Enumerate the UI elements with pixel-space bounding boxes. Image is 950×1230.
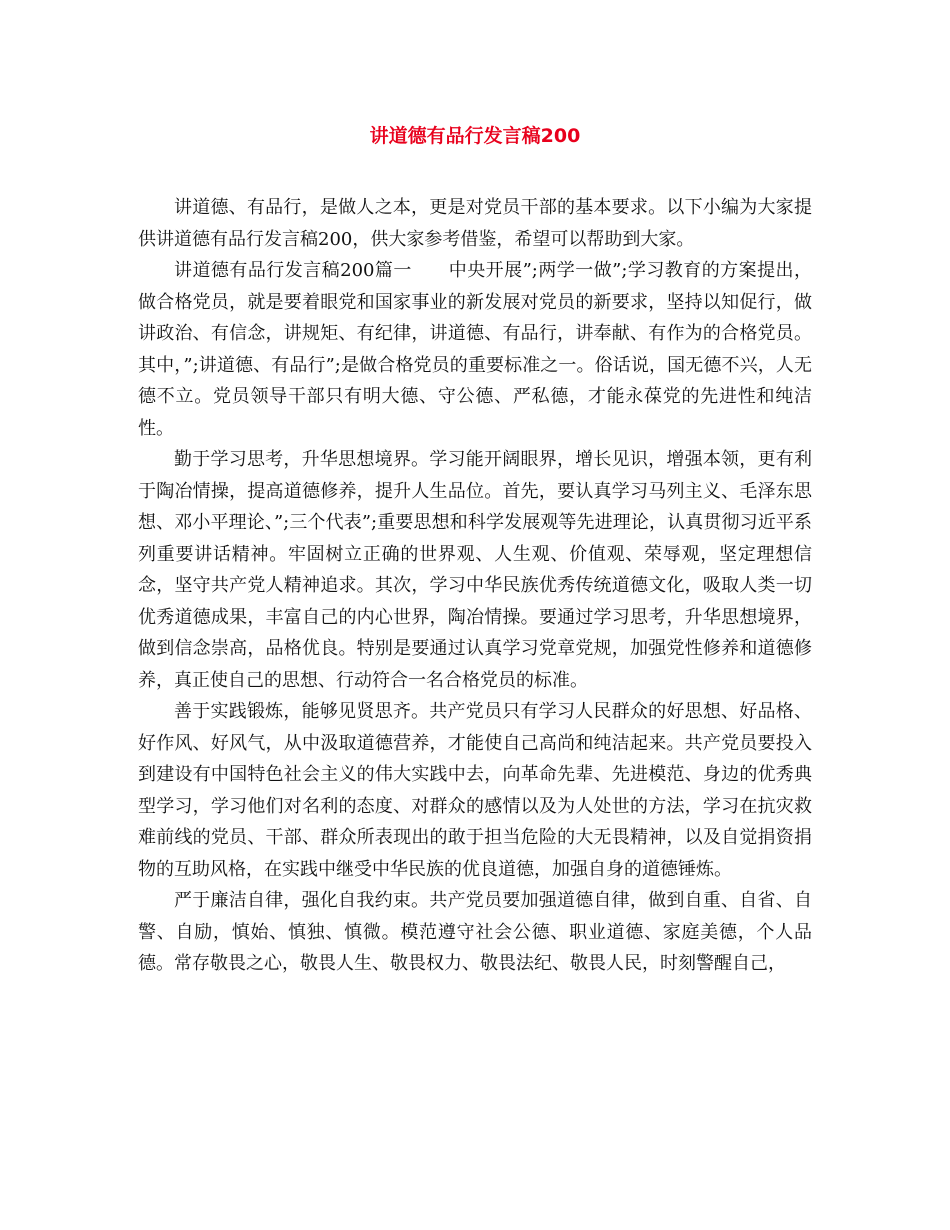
- paragraph-self-discipline: 严于廉洁自律，强化自我约束。共产党员要加强道德自律，做到自重、自省、自警、自励，慎始、慎独、慎微。模范遵守社会公德、职业道德、家庭美德，个人品德。常存敬畏之心，敬畏人生、敬畏权力、敬畏法纪、敬畏人民，时刻警醒自己，: [138, 890, 812, 974]
- paragraph-study: 勤于学习思考，升华思想境界。学习能开阔眼界，增长见识，增强本领，更有利于陶冶情操，提高道德修养，提升人生品位。首先，要认真学习马列主义、毛泽东思想、邓小平理论、”;三个代表”;重要思想和科学发展观等先进理论，认真贯彻习近平系列重要讲话精神。牢固树立正确的世界观、人生观、价值观、荣辱观，坚定理想信念，坚守共产党人精神追求。其次，学习中华民族优秀传统道德文化，吸取人类一切优秀道德成果，丰富自己的内心世界，陶冶情操。要通过学习思考，升华思想境界，做到信念崇高，品格优良。特别是要通过认真学习党章党规，加强党性修养和道德修养，真正使自己的思想、行动符合一名合格党员的标准。: [138, 449, 812, 691]
- paragraph-section-one: 讲道德有品行发言稿200篇一 中央开展”;两学一做”;学习教育的方案提出，做合格党员，就是要着眼党和国家事业的新发展对党员的新要求，坚持以知促行，做讲政治、有信念，讲规矩、有纪律，讲道德、有品行，讲奉献、有作为的合格党员。其中，”;讲道德、有品行”;是做合格党员的重要标准之一。俗话说，国无德不兴，人无德不立。党员领导干部只有明大德、守公德、严私德，才能永葆党的先进性和纯洁性。: [138, 260, 812, 439]
- paragraph-intro: 讲道德、有品行，是做人之本，更是对党员干部的基本要求。以下小编为大家提供讲道德有品行发言稿200，供大家参考借鉴，希望可以帮助到大家。: [138, 197, 812, 250]
- document-body: [138, 192, 812, 980]
- paragraph-practice: 善于实践锻炼，能够见贤思齐。共产党员只有学习人民群众的好思想、好品格、好作风、好风气，从中汲取道德营养，才能使自己高尚和纯洁起来。共产党员要投入到建设有中国特色社会主义的伟大实践中去，向革命先辈、先进模范、身边的优秀典型学习，学习他们对名利的态度、对群众的感情以及为人处世的方法，学习在抗灾救难前线的党员、干部、群众所表现出的敢于担当危险的大无畏精神，以及自觉捐资捐物的互助风格，在实践中继受中华民族的优良道德，加强自身的道德锤炼。: [138, 701, 812, 880]
- document-title: 讲道德有品行发言稿200: [369, 125, 581, 147]
